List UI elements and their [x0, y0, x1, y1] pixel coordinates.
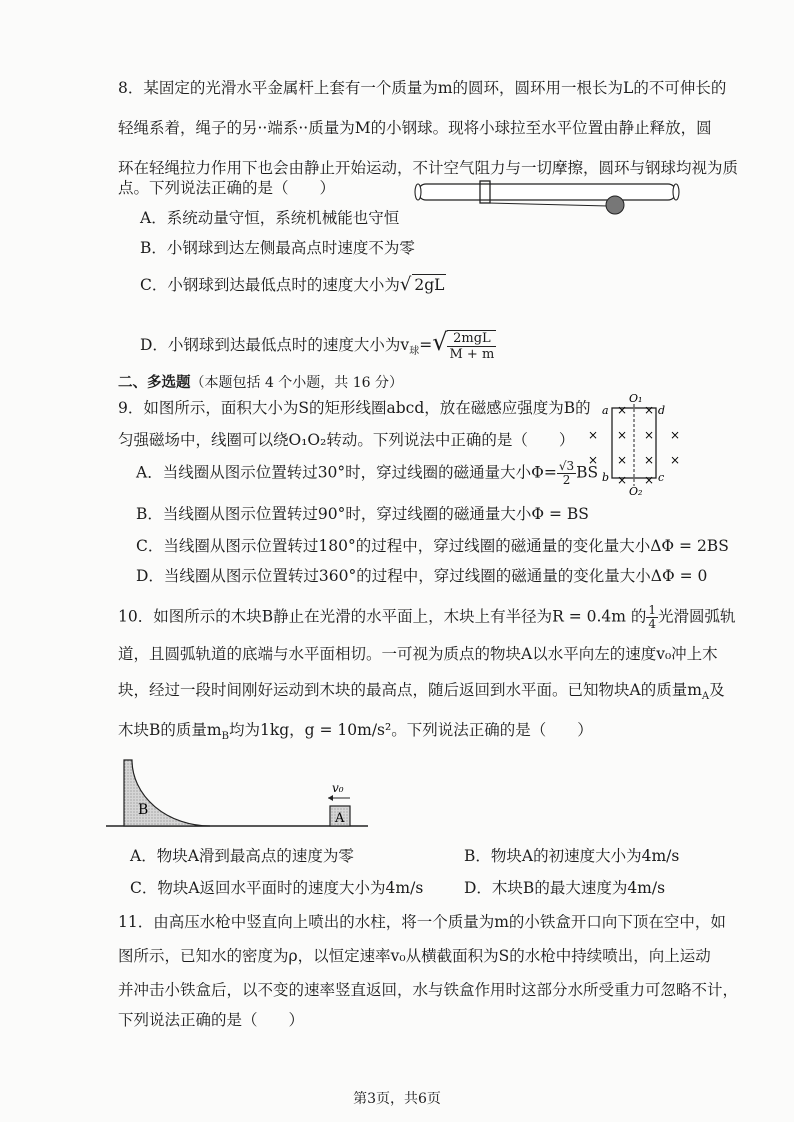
q9-option-c: C．当线圈从图示位置转过180°的过程中，穿过线圈的磁通量的变化量大小ΔΦ = 2BS [136, 537, 729, 555]
q8-rod-figure [412, 178, 682, 220]
q11-line4: 下列说法正确的是（ ） [118, 1011, 305, 1029]
block-b [124, 760, 210, 826]
field-cross: × [588, 428, 599, 442]
q9-option-a: A．当线圈从图示位置转过30°时，穿过线圈的磁通量大小Φ= $\frac{√3}{2}$ BS [136, 459, 599, 487]
q10-line3: 块，经过一段时间刚好运动到木块的最高点，随后返回到水平面。已知物块A的质量$m_A$及 [118, 681, 725, 703]
field-cross: × [644, 428, 655, 442]
page-footer: 第3页，共6页 [353, 1091, 441, 1107]
label-o1: O₁ [629, 392, 643, 405]
q10-option-b: B．物块A的初速度大小为4m/s [464, 847, 680, 865]
section-heading: 二、多选题（本题包括 4 个小题，共 16 分） [118, 375, 404, 391]
q9-option-b: B．当线圈从图示位置转过90°时，穿过线圈的磁通量大小Φ = BS [136, 505, 589, 523]
q8-option-d: D．小钢球到达最低点时的速度大小为$v_球=√$ $\frac{\text{2mgL}}{M + m}$ [140, 328, 495, 362]
field-cross: × [617, 403, 628, 417]
q9-coil-figure [582, 388, 682, 500]
label-b: B [138, 802, 149, 818]
q10-line1: 10．如图所示的木块B静止在光滑的水平面上，木块上有半径为R = 0.4m 的 $\frac{1}{4}$ 光滑圆弧轨 [118, 603, 736, 631]
label-v0: v₀ [332, 781, 344, 795]
q10-option-a: A．物块A滑到最高点的速度为零 [130, 847, 354, 865]
q8-line3: 环在轻绳拉力作用下也会由静止开始运动，不计空气阻力与一切摩擦，圆环与钢球均视为质 [118, 159, 739, 177]
q8-line2: 轻绳系着，绳子的另··端系··质量为M的小钢球。现将小球拉至水平位置由静止释放，圆 [118, 119, 712, 137]
q10-line4: 木块B的质量$m_B$均为1kg，g = 10m/s²。下列说法正确的是（ ） [118, 721, 593, 743]
field-cross: × [670, 453, 681, 467]
field-cross: × [644, 453, 655, 467]
field-cross: × [617, 453, 628, 467]
q8-option-c: C．小钢球到达最低点时的速度大小为√ 2gL [140, 274, 445, 295]
label-d: d [658, 404, 666, 417]
label-b: b [602, 471, 610, 484]
label-a: A [335, 811, 345, 826]
label-c: c [658, 471, 665, 484]
label-o2: O₂ [629, 485, 643, 498]
q8-line1: 8．某固定的光滑水平金属杆上套有一个质量为m的圆环，圆环用一根长为L的不可伸长的 [118, 79, 727, 97]
field-cross: × [644, 473, 655, 487]
q10-block-figure [106, 754, 376, 834]
q11-line1: 11．由高压水枪中竖直向上喷出的水柱，将一个质量为m的小铁盒开口向下顶在空中，如 [118, 913, 726, 931]
field-cross: × [588, 453, 599, 467]
q9-line1: 9．如图所示，面积大小为S的矩形线圈abcd，放在磁感应强度为B的 [118, 399, 591, 417]
q10-option-d: D．木块B的最大速度为4m/s [464, 879, 666, 897]
q9-option-d: D．当线圈从图示位置转过360°的过程中，穿过线圈的磁通量的变化量大小ΔΦ = 0 [136, 567, 708, 585]
field-cross: × [644, 403, 655, 417]
q11-line2: 图所示，已知水的密度为ρ，以恒定速率v₀从横截面积为S的水枪中持续喷出，向上运动 [118, 947, 711, 965]
field-cross: × [617, 428, 628, 442]
q9-line2: 匀强磁场中，线圈可以绕O₁O₂转动。下列说法中正确的是（ ） [118, 431, 575, 449]
q8-option-b: B．小钢球到达左侧最高点时速度不为零 [140, 239, 415, 257]
q11-line3: 并冲击小铁盒后，以不变的速率竖直返回，水与铁盒作用时这部分水所受重力可忽略不计， [118, 981, 739, 999]
q8-option-a: A．系统动量守恒，系统机械能也守恒 [140, 209, 400, 227]
q10-line2: 道，且圆弧轨道的底端与水平面相切。一可视为质点的物块A以水平向左的速度v₀冲上木 [118, 645, 718, 663]
label-a: a [602, 404, 609, 417]
field-cross: × [617, 473, 628, 487]
q8-line4: 点。下列说法正确的是（ ） [118, 179, 336, 197]
q10-option-c: C．物块A返回水平面时的速度大小为4m/s [130, 879, 424, 897]
field-cross: × [670, 428, 681, 442]
